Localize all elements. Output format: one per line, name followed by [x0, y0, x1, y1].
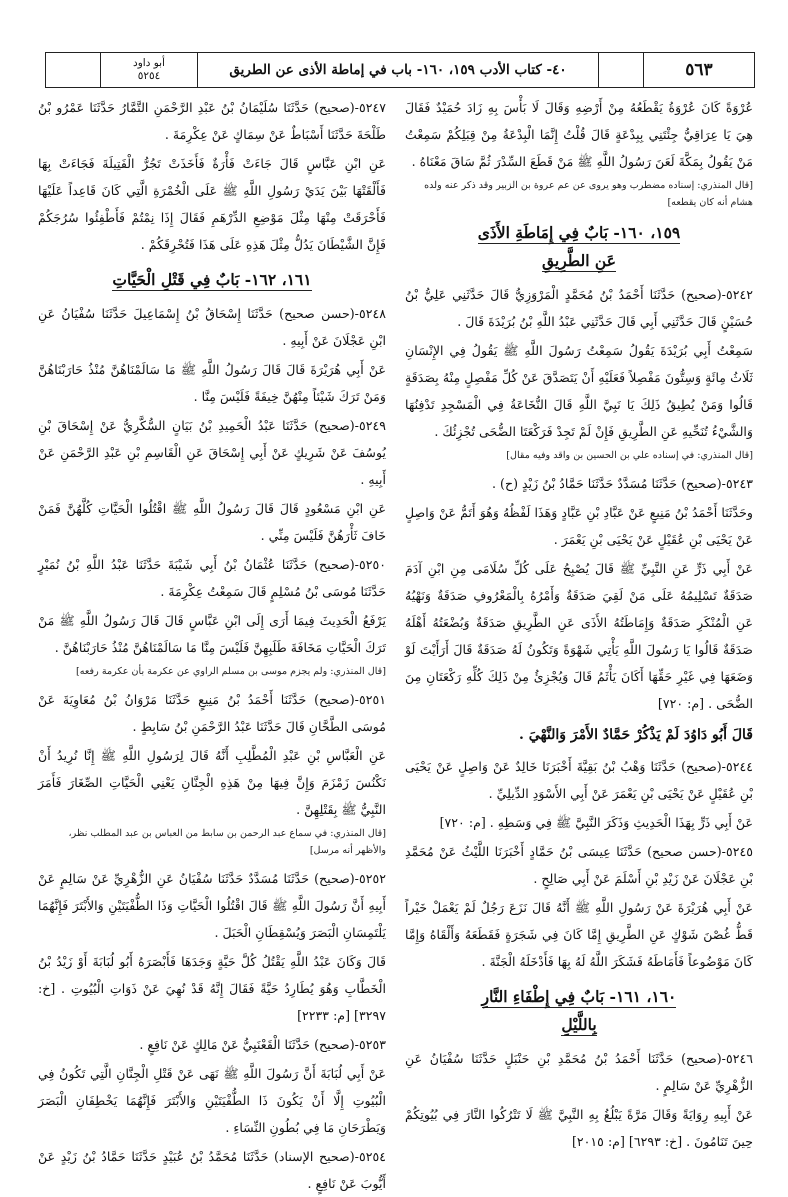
hadith-text: عَنْ أَبِي ذَرٍّ بِهَذَا الْحَدِيثِ وَذَكَرَ النَّبِيَّ ﷺ فِي وَسَطِهِ . [م: ٧٢٠]: [439, 815, 753, 830]
hadith-isnad: ٥٢٥٢-(صحيح) حَدَّثَنَا مُسَدَّدٌ حَدَّثَنَا سُفْيَانُ عَنِ الزُّهْرِيِّ عَنْ سَالِمٍ عَنْ أَبِيهِ أَنَّ رَسُولَ اللَّهِ ﷺ قَالَ اقْتُلُوا الْحَيَّاتِ وَذَا الطُّفْيَتَيْنِ وَالأَبْتَرَ فَإِنَّهُمَا يَلْتَمِسَانِ الْبَصَرَ وَيُسْقِطَانِ الْحَبَلَ .: [38, 871, 386, 940]
running-title: ٤٠- كتاب الأدب ١٥٩، ١٦٠- باب في إماطة الأذى عن الطريق: [197, 53, 598, 87]
chapter-heading: [38, 266, 386, 294]
mundhiri-note: [قال المنذري: في سماع عبد الرحمن بن سابط من العباس بن عبد المطلب نظر، والأظهر أنه مرسل]: [68, 828, 386, 856]
hadith-text: قَالَ وَكَانَ عَبْدُ اللَّهِ يَقْتُلُ كُلَّ حَيَّةٍ وَجَدَهَا فَأَبْصَرَهُ أَبُو لُبَابَةَ أَوْ زَيْدُ بْنُ الْخَطَّابِ وَهُوَ يُطَارِدُ حَيَّةً فَقَالَ إِنَّهُ قَدْ نُهِيَ عَنْ ذَوَاتِ الْبُيُوتِ . [خ: ٣٢٩٧] [م: ٢٢٣٣]: [38, 954, 386, 1023]
hadith-text: عَنْ أَبِي هُرَيْرَةَ قَالَ قَالَ رَسُولُ اللَّهِ ﷺ مَا سَالَمْنَاهُنَّ مُنْذُ حَارَبْنَاهُنَّ وَمَنْ تَرَكَ شَيْئاً مِنْهُنَّ خِيفَةً فَلَيْسَ مِنَّا .: [38, 362, 386, 404]
header-spacer: [598, 53, 643, 87]
hadith-text: يَرْفَعُ الْحَدِيثَ فِيمَا أَرَى إِلَى ابْنِ عَبَّاسٍ قَالَ قَالَ رَسُولُ اللَّهِ ﷺ مَنْ تَرَكَ الْحَيَّاتِ مَخَافَةَ طَلَبِهِنَّ فَلَيْسَ مِنَّا مَا سَالَمْنَاهُنَّ مُنْذُ حَارَبْنَاهُنَّ .: [38, 613, 386, 655]
hadith-text: عُرْوَةً كَانَ عُرْوَةُ يَقْطَعُهُ مِنْ أَرْضِهِ وَقَالَ لَا بَأْسَ بِهِ زَادَ حُمَيْدٌ فَقَالَ هِيَ يَا عِرَاقِيُّ جِئْتَنِي بِبِدْعَةٍ قَالَ قُلْتُ إِنَّمَا الْبِدْعَةُ مِنْ قِبَلِكُمْ سَمِعْتُ مَنْ يَقُولُ بِمَكَّةَ لَعَنَ رَسُولُ اللَّهِ ﷺ مَنْ قَطَعَ السِّدْرَ ثُمَّ سَاقَ مَعْنَاهُ .: [405, 100, 753, 169]
source-page: ٥٢٥٤: [137, 70, 161, 82]
hadith-text: عَنِ ابْنِ مَسْعُودٍ قَالَ قَالَ رَسُولُ اللَّهِ ﷺ اقْتُلُوا الْحَيَّاتِ كُلَّهُنَّ فَمَنْ خَافَ ثَأْرَهُنَّ فَلَيْسَ مِنِّي .: [38, 501, 386, 543]
chapter-heading-line1: ١٦١، ١٦٢- بَابٌ فِي قَتْلِ الْحَيَّاتِ: [112, 270, 312, 289]
hadith-isnad: ٥٢٥٤-(صحيح الإسناد) حَدَّثَنَا مُحَمَّدُ بْنُ عُبَيْدٍ حَدَّثَنَا حَمَّادُ بْنُ زَيْدٍ عَنْ أَيُّوبَ عَنْ نَافِعٍ .: [38, 1149, 386, 1191]
mundhiri-note: [قال المنذري: إسناده مضطرب وهو يروى عن عم عروة بن الزبير وقد ذكر عنه ولده هشام أنه كان يقطعه]: [424, 180, 753, 208]
hadith-isnad: ٥٢٥٠-(صحيح) حَدَّثَنَا عُثْمَانُ بْنُ أَبِي شَيْبَةَ حَدَّثَنَا عَبْدُ اللَّهِ بْنُ نُمَيْرٍ حَدَّثَنَا مُوسَى بْنُ مُسْلِمٍ قَالَ سَمِعْتُ عِكْرِمَةَ .: [38, 557, 386, 599]
chapter-heading: [405, 219, 753, 275]
hadith-text: عَنْ أَبِيهِ رِوَايَةً وَقَالَ مَرَّةً يَبْلُغُ بِهِ النَّبِيَّ ﷺ لَا تَتْرُكُوا النَّارَ فِي بُيُوتِكُمْ حِينَ تَنَامُونَ . [خ: ٦٢٩٣] [م: ٢٠١٥]: [405, 1107, 753, 1149]
hadith-text: عَنْ أَبِي هُرَيْرَةَ عَنْ رَسُولِ اللَّهِ ﷺ أَنَّهُ قَالَ نَزَعَ رَجُلٌ لَمْ يَعْمَلْ خَيْراً قَطُّ غُصْنَ شَوْكٍ عَنِ الطَّرِيقِ إِمَّا كَانَ فِي شَجَرَةٍ فَقَطَعَهُ وَأَلْقَاهُ وَإِمَّا كَانَ مَوْضُوعاً فَأَمَاطَهُ فَشَكَرَ اللَّهُ لَهُ بِهَا فَأَدْخَلَهُ الْجَنَّةَ .: [405, 900, 753, 969]
hadith-text: عَنْ أَبِي ذَرٍّ عَنِ النَّبِيِّ ﷺ قَالَ يُصْبِحُ عَلَى كُلِّ سُلَامَى مِنِ ابْنِ آدَمَ صَدَقَةٌ تَسْلِيمُهُ عَلَى مَنْ لَقِيَ صَدَقَةٌ وَأَمْرُهُ بِالْمَعْرُوفِ صَدَقَةٌ وَنَهْيُهُ عَنِ الْمُنْكَرِ صَدَقَةٌ وَإِمَاطَتُهُ الأَذَى عَنِ الطَّرِيقِ صَدَقَةٌ وَبُضْعَتُهُ أَهْلَهُ صَدَقَةٌ قَالُوا يَا رَسُولَ اللَّهِ يَأْتِي شَهْوَةً وَتَكُونُ لَهُ صَدَقَةٌ قَالَ أَرَأَيْتَ لَوْ وَضَعَهَا فِي غَيْرِ حَقِّهَا أَكَانَ يَأْثَمُ قَالَ وَيُجْزِئُ مِنْ ذَلِكَ كُلِّهِ رَكْعَتَانِ مِنَ الضُّحَى . [م: ٧٢٠]: [405, 561, 753, 711]
mundhiri-note: [قال المنذري: ولم يجزم موسى بن مسلم الراوي عن عكرمة بأن عكرمة رفعه]: [76, 666, 386, 677]
hadith-isnad: ٥٢٤٣-(صحيح) حَدَّثَنَا مُسَدَّدٌ حَدَّثَنَا حَمَّادُ بْنُ زَيْدٍ (ح) .: [492, 476, 753, 491]
hadith-isnad: ٥٢٤٥-(حسن صحيح) حَدَّثَنَا عِيسَى بْنُ حَمَّادٍ أَخْبَرَنَا اللَّيْثُ عَنْ مُحَمَّدِ بْنِ عَجْلَانَ عَنْ زَيْدِ بْنِ أَسْلَمَ عَنْ أَبِي صَالِحٍ .: [405, 844, 753, 886]
hadith-isnad: ٥٢٤٩-(صحيح) حَدَّثَنَا عَبْدُ الْحَمِيدِ بْنُ بَيَانٍ السُّكَّرِيُّ عَنْ إِسْحَاقَ بْنِ يُوسُفَ عَنْ شَرِيكٍ عَنْ أَبِي إِسْحَاقَ عَنِ الْقَاسِمِ بْنِ عَبْدِ الرَّحْمَنِ عَنْ أَبِيهِ .: [38, 418, 386, 487]
hadith-isnad: ٥٢٤٨-(حسن صحيح) حَدَّثَنَا إِسْحَاقُ بْنُ إِسْمَاعِيلَ حَدَّثَنَا سُفْيَانُ عَنِ ابْنِ عَجْلَانَ عَنْ أَبِيهِ .: [38, 306, 386, 348]
left-column: [38, 94, 386, 1191]
source-reference: [100, 53, 197, 87]
hadith-isnad: ٥٢٥٣-(صحيح) حَدَّثَنَا الْقَعْنَبِيُّ عَنْ مَالِكٍ عَنْ نَافِعٍ .: [139, 1037, 386, 1052]
chapter-heading-line2: بِاللَّيْلِ: [561, 1015, 597, 1034]
source-name: أبو داود: [133, 57, 165, 69]
hadith-isnad: ٥٢٤٤-(صحيح) حَدَّثَنَا وَهْبُ بْنُ بَقِيَّةَ أَخْبَرَنَا خَالِدٌ عَنْ وَاصِلٍ عَنْ يَحْيَى بْنِ عُقَيْلٍ عَنْ يَحْيَى بْنِ يَعْمَرَ عَنْ أَبِي الأَسْوَدِ الدِّيلِيِّ .: [405, 759, 753, 801]
page-number: ٥٦٣: [643, 53, 754, 87]
hadith-text: سَمِعْتُ أَبِي بُرَيْدَةَ يَقُولُ سَمِعْتُ رَسُولَ اللَّهِ ﷺ يَقُولُ فِي الإِنْسَانِ ثَلَاثُ مِائَةٍ وَسِتُّونَ مَفْصِلاً فَعَلَيْهِ أَنْ يَتَصَدَّقَ عَنْ كُلِّ مَفْصِلٍ مِنْهُ بِصَدَقَةٍ قَالُوا وَمَنْ يُطِيقُ ذَلِكَ يَا نَبِيَّ اللَّهِ قَالَ النُّخَاعَةُ فِي الْمَسْجِدِ تَدْفِنُهَا وَالشَّيْءُ تُنَحِّيهِ عَنِ الطَّرِيقِ فَإِنْ لَمْ تَجِدْ فَرَكْعَتَا الضُّحَى تُجْزِئُكَ .: [405, 343, 753, 439]
hadith-isnad: ٥٢٤٧-(صحيح) حَدَّثَنَا سُلَيْمَانُ بْنُ عَبْدِ الرَّحْمَنِ التَّمَّارُ حَدَّثَنَا عَمْرُو بْنُ طَلْحَةَ حَدَّثَنَا أَسْبَاطٌ عَنْ سِمَاكٍ عَنْ عِكْرِمَةَ .: [38, 100, 386, 142]
header-spacer-end: [46, 53, 100, 87]
page-header: [45, 52, 755, 88]
hadith-isnad: ٥٢٤٢-(صحيح) حَدَّثَنَا أَحْمَدُ بْنُ مُحَمَّدٍ الْمَرْوَزِيُّ قَالَ حَدَّثَنِي عَلِيُّ بْنُ حُسَيْنٍ قَالَ حَدَّثَنِي أَبِي قَالَ حَدَّثَنِي عَبْدُ اللَّهِ بْنُ بُرَيْدَةَ قَالَ .: [405, 287, 753, 329]
hadith-text: عَنْ أَبِي لُبَابَةَ أَنَّ رَسُولَ اللَّهِ ﷺ نَهَى عَنْ قَتْلِ الْجِنَّانِ الَّتِي تَكُونُ فِي الْبُيُوتِ إِلَّا أَنْ يَكُونَ ذَا الطُّفْيَتَيْنِ وَالأَبْتَرَ فَإِنَّهُمَا يَخْطِفَانِ الْبَصَرَ وَيَطْرَحَانِ مَا فِي بُطُونِ النِّسَاءِ .: [38, 1066, 386, 1135]
hadith-isnad: ٥٢٥١-(صحيح) حَدَّثَنَا أَحْمَدُ بْنُ مَنِيعٍ حَدَّثَنَا مَرْوَانُ بْنُ مُعَاوِيَةَ عَنْ مُوسَى الطَّحَّانِ قَالَ حَدَّثَنَا عَبْدُ الرَّحْمَنِ بْنُ سَابِطٍ .: [38, 692, 386, 734]
abu-dawud-remark: قَالَ أَبُو دَاوُدَ لَمْ يَذْكُرْ حَمَّادٌ الأَمْرَ وَالنَّهْيَ .: [519, 727, 753, 743]
chapter-heading-line1: ١٥٩، ١٦٠- بَابٌ فِي إِمَاطَةِ الأَذَى: [477, 223, 681, 242]
chapter-heading-line1: ١٦٠، ١٦١- بَابٌ فِي إِطْفَاءِ النَّارِ: [481, 987, 677, 1006]
chapter-heading-line2: عَنِ الطَّرِيقِ: [542, 251, 616, 270]
hadith-isnad: وحَدَّثَنَا أَحْمَدُ بْنُ مَنِيعٍ عَنْ عَبَّادِ بْنِ عَبَّادٍ وَهَذَا لَفْظُهُ وَهُوَ أَتَمُّ عَنْ وَاصِلٍ عَنْ يَحْيَى بْنِ عُقَيْلٍ عَنْ يَحْيَى بْنِ يَعْمَرَ .: [405, 505, 753, 547]
hadith-text: عَنِ ابْنِ عَبَّاسٍ قَالَ جَاءَتْ فَأْرَةٌ فَأَخَذَتْ تَجُرُّ الْفَتِيلَةَ فَجَاءَتْ بِهَا فَأَلْقَتْهَا بَيْنَ يَدَيْ رَسُولِ اللَّهِ ﷺ عَلَى الْخُمْرَةِ الَّتِي كَانَ قَاعِداً عَلَيْهَا فَأَحْرَقَتْ مِنْهَا مِثْلَ مَوْضِعِ الدِّرْهَمِ فَقَالَ إِذَا نِمْتُمْ فَأَطْفِئُوا سُرُجَكُمْ فَإِنَّ الشَّيْطَانَ يَدُلُّ مِثْلَ هَذِهِ عَلَى هَذَا فَتُحْرِقَكُمْ .: [38, 156, 386, 252]
hadith-text: عَنِ الْعَبَّاسِ بْنِ عَبْدِ الْمُطَّلِبِ أَنَّهُ قَالَ لِرَسُولِ اللَّهِ ﷺ إِنَّا نُرِيدُ أَنْ نَكْنُسَ زَمْزَمَ وَإِنَّ فِيهَا مِنْ هَذِهِ الْجِنَّانِ يَعْنِي الْحَيَّاتِ الصِّغَارَ فَأَمَرَ النَّبِيُّ ﷺ بِقَتْلِهِنَّ .: [38, 748, 386, 817]
chapter-heading: [405, 983, 753, 1039]
hadith-isnad: ٥٢٤٦-(صحيح) حَدَّثَنَا أَحْمَدُ بْنُ مُحَمَّدِ بْنِ حَنْبَلٍ حَدَّثَنَا سُفْيَانُ عَنِ الزُّهْرِيِّ عَنْ سَالِمٍ .: [405, 1051, 753, 1093]
right-column: [405, 94, 753, 1149]
mundhiri-note: [قال المنذري: في إسناده علي بن الحسين بن واقد وفيه مقال]: [506, 450, 753, 461]
